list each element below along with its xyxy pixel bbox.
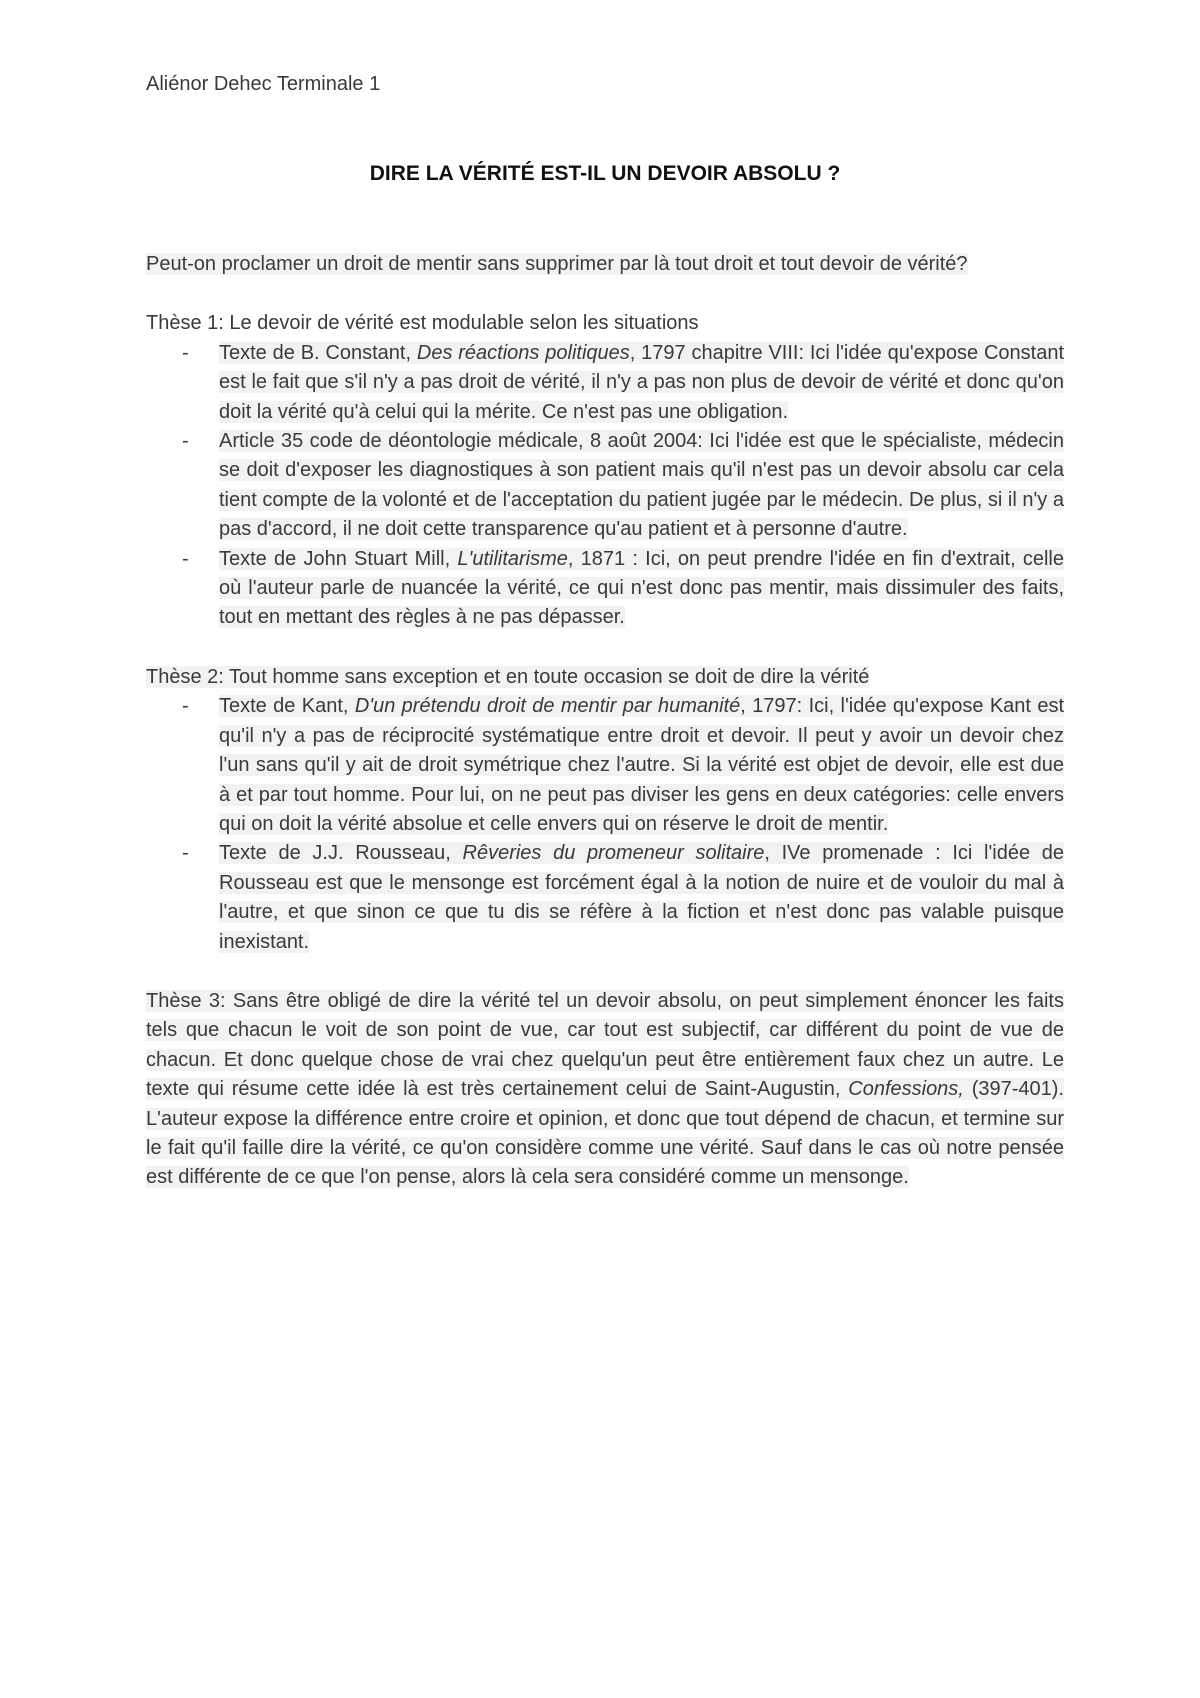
these-2-section <box>146 663 1064 957</box>
these-3-work-title: Confessions, <box>848 1078 964 1101</box>
these-3-paragraph <box>146 987 1064 1193</box>
item-text-post: , 1797 chapitre VIII: Ici l'idée qu'expose Constant est le fait que s'il n'y a pas droit de vérité, il n'y a pas non plus de devoir de vérité et donc qu'on doit la vérité qu'à celui qui la mérite. Ce n'est pas une obligation. <box>219 341 1065 423</box>
item-work-title: D'un prétendu droit de mentir par humanité <box>354 695 741 718</box>
these-3-text-post: (397-401). L'auteur expose la différence entre croire et opinion, et donc que tout dépend de chacun, et termine sur le fait qu'il faille dire la vérité, ce qu'on considère comme une vérité. Sauf dans le cas où notre pensée est différente de ce que l'on pense, alors là cela sera considéré comme un mensonge. <box>146 1078 1064 1189</box>
item-text-pre: Texte de J.J. Rousseau, <box>219 842 463 865</box>
item-work-title: Rêveries du promeneur solitaire <box>462 842 765 865</box>
item-work-title: L'utilitarisme <box>457 547 568 570</box>
item-text-pre: Texte de Kant, <box>219 695 355 718</box>
these-3-text-pre: Thèse 3: Sans être obligé de dire la vérité tel un devoir absolu, on peut simplement énoncer les faits tels que chacun le voit de son point de vue, car tout est subjectif, car différent du point de vue de chacun. Et donc quelque chose de vrai chez quelqu'un peut être entièrement faux chez un autre. Le texte qui résume cette idée là est très certainement celui de Saint-Augustin, <box>146 989 1064 1101</box>
list-item <box>146 427 1064 545</box>
these-2-heading <box>146 663 1064 692</box>
item-text-post: , IVe promenade : Ici l'idée de Rousseau est que le mensonge est forcément égal à la notion de nuire et de vouloir du mal à l'autre, et que sinon ce que tu dis se réfère à la fiction et n'est donc pas valable puisque inexistant. <box>219 842 1065 953</box>
bullet-dash: - <box>182 430 189 453</box>
item-work-title: Des réactions politiques <box>416 341 630 364</box>
these-1-list <box>146 339 1064 633</box>
list-item <box>146 692 1064 839</box>
these-2-list <box>146 692 1064 957</box>
bullet-dash: - <box>182 341 189 364</box>
intro-question-text: Peut-on proclamer un droit de mentir sans supprimer par là tout droit et tout devoir de vérité? <box>146 253 968 275</box>
item-text-pre: Article 35 code de déontologie médicale, 8 août 2004: Ici l'idée est que le spécialiste, médecin se doit d'exposer les diagnostiques à son patient mais qu'il n'est pas un devoir absolu car cela tient compte de la volonté et de l'acceptation du patient jugée par le médecin. De plus, si il n'y a pas d'accord, il ne doit cette transparence qu'au patient et à personne d'autre. <box>219 430 1064 541</box>
list-item <box>146 839 1064 957</box>
document-title: DIRE LA VÉRITÉ EST-IL UN DEVOIR ABSOLU ? <box>369 162 841 185</box>
these-1-heading: Thèse 1: Le devoir de vérité est modulable selon les situations <box>146 312 699 335</box>
author-line: Aliénor Dehec Terminale 1 <box>146 73 381 95</box>
intro-question <box>146 250 1064 279</box>
item-text-pre: Texte de John Stuart Mill, <box>219 547 458 570</box>
these-1-section <box>146 309 1064 632</box>
list-item <box>146 339 1064 427</box>
item-text-post: , 1871 : Ici, on peut prendre l'idée en fin d'extrait, celle où l'auteur parle de nuancée la vérité, ce qui n'est donc pas mentir, mais dissimuler des faits, tout en mettant des règles à ne pas dépasser. <box>219 547 1065 629</box>
bullet-dash: - <box>182 842 189 865</box>
these-2-heading-text: Thèse 2: Tout homme sans exception et en toute occasion se doit de dire la vérité <box>146 665 870 688</box>
item-text-post: , 1797: Ici, l'idée qu'expose Kant est qu'il n'y a pas de réciprocité systématique entre droit et devoir. Il peut y avoir un devoir chez l'un sans qu'il y ait de droit symétrique chez l'autre. Si la vérité est objet de devoir, elle est due à et par tout homme. Pour lui, on ne peut pas diviser les gens en deux catégories: celle envers qui on doit la vérité absolue et celle envers qui on réserve le droit de mentir. <box>219 695 1064 835</box>
bullet-dash: - <box>182 547 189 570</box>
item-text-pre: Texte de B. Constant, <box>219 341 417 364</box>
bullet-dash: - <box>182 695 189 718</box>
list-item <box>146 545 1064 633</box>
